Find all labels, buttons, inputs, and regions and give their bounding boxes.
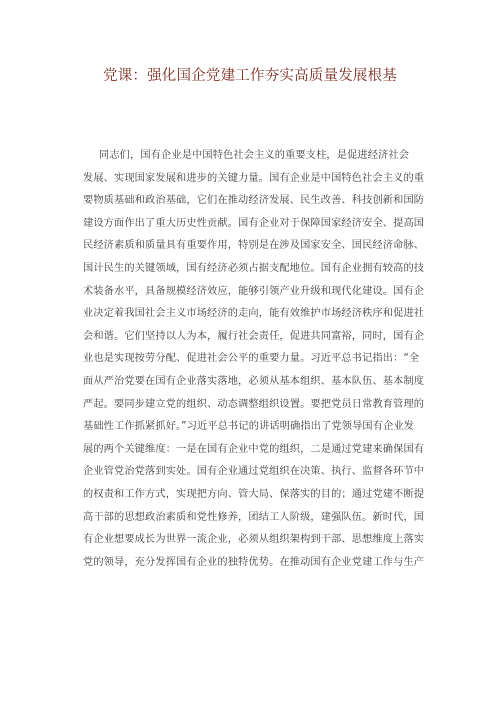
body-paragraph	[83, 145, 428, 574]
text-line: 严起。要同步建立党的组织、动态调整组织设置。要把党员日常教育管理的	[83, 398, 425, 410]
text-line: 要物质基础和政治基础，它们在推动经济发展、民生改善、科技创新和国防	[83, 195, 425, 207]
text-line: 基础性工作抓紧抓好。”习近平总书记的讲话明确指出了党领导国有企业发	[83, 421, 415, 433]
text-line: 高干部的思想政治素质和党性修养，团结工人阶级，建强队伍。新时代，国	[83, 511, 425, 523]
text-line: 展的两个关键维度：一是在国有企业中党的组织，二是通过党建来确保国有	[83, 443, 425, 455]
text-line: 同志们，国有企业是中国特色社会主义的重要支柱，是促进经济社会	[99, 150, 410, 161]
text-line: 术装备水平，具备规模经济效应，能够引领产业升级和现代化建设。国有企	[83, 285, 425, 297]
text-line: 建设方面作出了重大历史性贡献。国有企业对于保障国家经济安全、提高国	[83, 217, 425, 229]
text-line: 发展、实现国家发展和进步的关键力量。国有企业是中国特色社会主义的重	[83, 172, 425, 184]
text-line: 的权责和工作方式，实现把方向、管大局、保落实的目的；通过党建不断提	[83, 488, 425, 500]
text-line: 业决定着我国社会主义市场经济的走向，能有效维护市场经济秩序和促进社	[83, 308, 425, 320]
text-line: 有企业想要成长为世界一流企业，必须从组织架构到干部、思想维度上落实	[83, 534, 425, 546]
text-line: 业也是实现按劳分配、促进社会公平的重要力量。习近平总书记指出：“全	[83, 353, 420, 365]
text-line: 党的领导，充分发挥国有企业的独特优势。在推动国有企业党建工作与生产	[83, 556, 425, 568]
text-line: 企业管党治党落到实处。国有企业通过党组织在决策、执行、监督各环节中	[83, 466, 425, 478]
text-line: 面从严治党要在国有企业落实落地，必须从基本组织、基本队伍、基本制度	[83, 375, 425, 387]
text-line: 国计民生的关键领域，国有经济必须占据支配地位。国有企业拥有较高的技	[83, 262, 425, 274]
document-title: 党课：强化国企党建工作夯实高质量发展根基	[103, 68, 397, 84]
text-line: 民经济素质和质量具有重要作用，特别是在涉及国家安全、国民经济命脉、	[83, 240, 425, 252]
text-line: 会和谐。它们坚持以人为本，履行社会责任，促进共同富裕，同时，国有企	[83, 330, 425, 342]
